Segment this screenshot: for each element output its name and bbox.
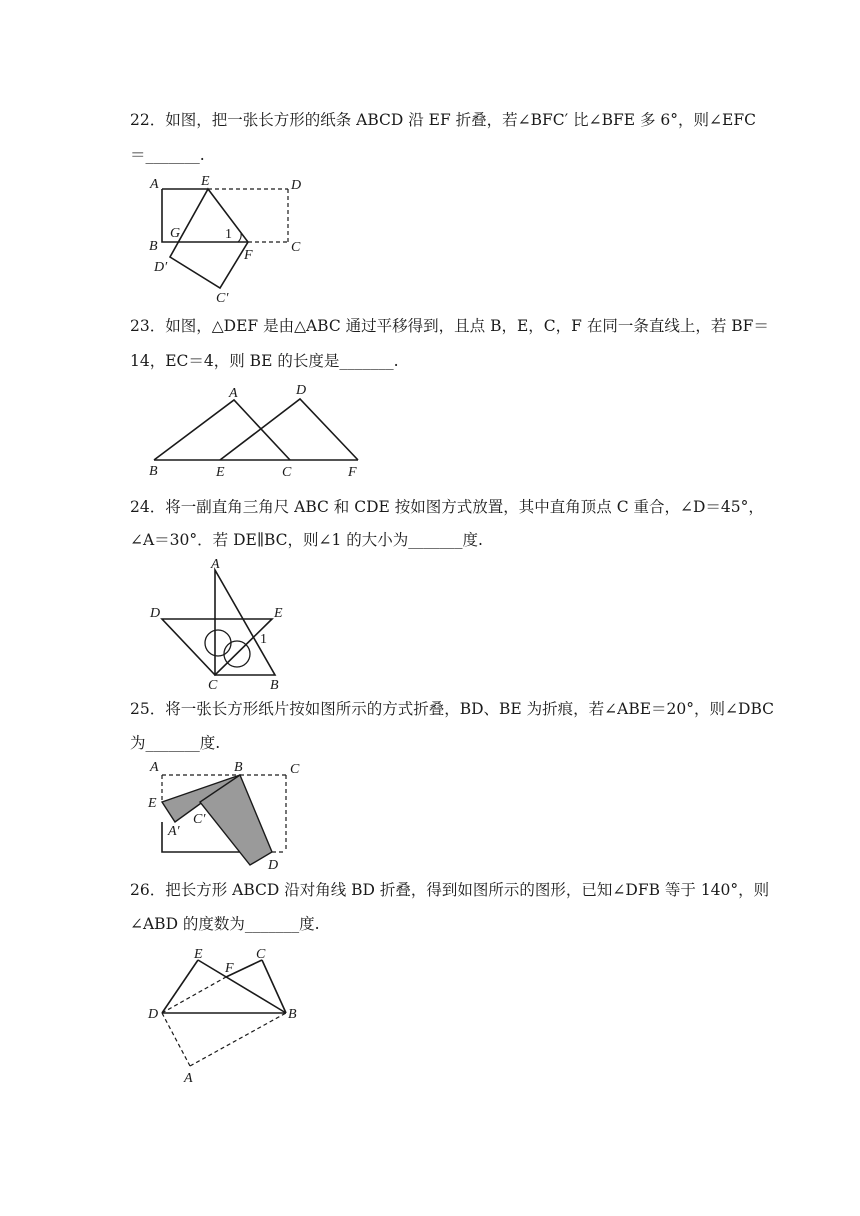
q26-label-d: D (148, 1007, 159, 1022)
q22-label-a: A (150, 177, 159, 192)
q26-label-b: B (288, 1007, 297, 1022)
q24-label-angle-1: 1 (260, 632, 267, 647)
q22-label-e: E (201, 174, 210, 189)
q24-figure (140, 555, 300, 695)
q25-label-a-prime: A′ (168, 824, 180, 839)
q22-label-b: B (149, 239, 158, 254)
q24-label-a: A (211, 557, 220, 572)
q25-line-2: 为_______度. (130, 734, 221, 752)
q25-label-c: C (290, 762, 300, 777)
q22-label-c-prime: C′ (216, 291, 229, 306)
q24-line-1: 24．将一副直角三角尺 ABC 和 CDE 按如图方式放置，其中直角顶点 C 重合，∠D＝45°， (130, 498, 764, 516)
q24-label-d: D (150, 606, 161, 621)
q24-label-c: C (208, 678, 218, 693)
q26-figure (140, 940, 330, 1090)
q24-label-b: B (270, 678, 279, 693)
q26-label-c: C (256, 947, 266, 962)
q23-label-c: C (282, 465, 292, 480)
q22-label-angle-1: 1 (225, 227, 232, 242)
q26-label-f: F (225, 961, 234, 976)
q26-line-1: 26．把长方形 ABCD 沿对角线 BD 折叠，得到如图所示的图形，已知∠DFB 等于 140°，则 (130, 881, 770, 899)
q26-label-e: E (194, 947, 203, 962)
q24-line-2: ∠A＝30°．若 DE∥BC，则∠1 的大小为_______度. (130, 531, 483, 549)
q23-label-a: A (229, 386, 238, 401)
q22-label-f: F (244, 248, 253, 263)
q23-line-2: 14，EC＝4，则 BE 的长度是_______. (130, 352, 399, 370)
q25-label-c-prime: C′ (193, 812, 206, 827)
q25-label-a: A (150, 760, 159, 775)
q22-label-d-prime: D′ (154, 260, 168, 275)
q25-label-d: D (268, 858, 279, 873)
q22-figure (140, 170, 320, 310)
q25-label-e: E (148, 796, 157, 811)
q23-label-f: F (348, 465, 357, 480)
q24-label-e: E (274, 606, 283, 621)
q25-label-b: B (234, 760, 243, 775)
q23-figure (140, 380, 370, 480)
q22-label-g: G (170, 226, 181, 241)
q25-figure (140, 755, 340, 875)
q22-label-c: C (291, 240, 301, 255)
q22-line-1: 22．如图，把一张长方形的纸条 ABCD 沿 EF 折叠，若∠BFC′ 比∠BFE 多 6°，则∠EFC (130, 111, 756, 129)
q22-line-2: ＝_______. (130, 146, 205, 164)
q23-line-1: 23．如图，△DEF 是由△ABC 通过平移得到，且点 B，E，C，F 在同一条直线上，若 BF＝ (130, 317, 769, 335)
q23-label-e: E (216, 465, 225, 480)
q26-line-2: ∠ABD 的度数为_______度. (130, 915, 320, 933)
q23-label-d: D (296, 383, 307, 398)
q25-line-1: 25．将一张长方形纸片按如图所示的方式折叠，BD、BE 为折痕，若∠ABE＝20°，则∠DBC (130, 700, 774, 718)
q23-label-b: B (149, 464, 158, 479)
q26-label-a: A (184, 1071, 193, 1086)
q22-label-d: D (291, 178, 302, 193)
